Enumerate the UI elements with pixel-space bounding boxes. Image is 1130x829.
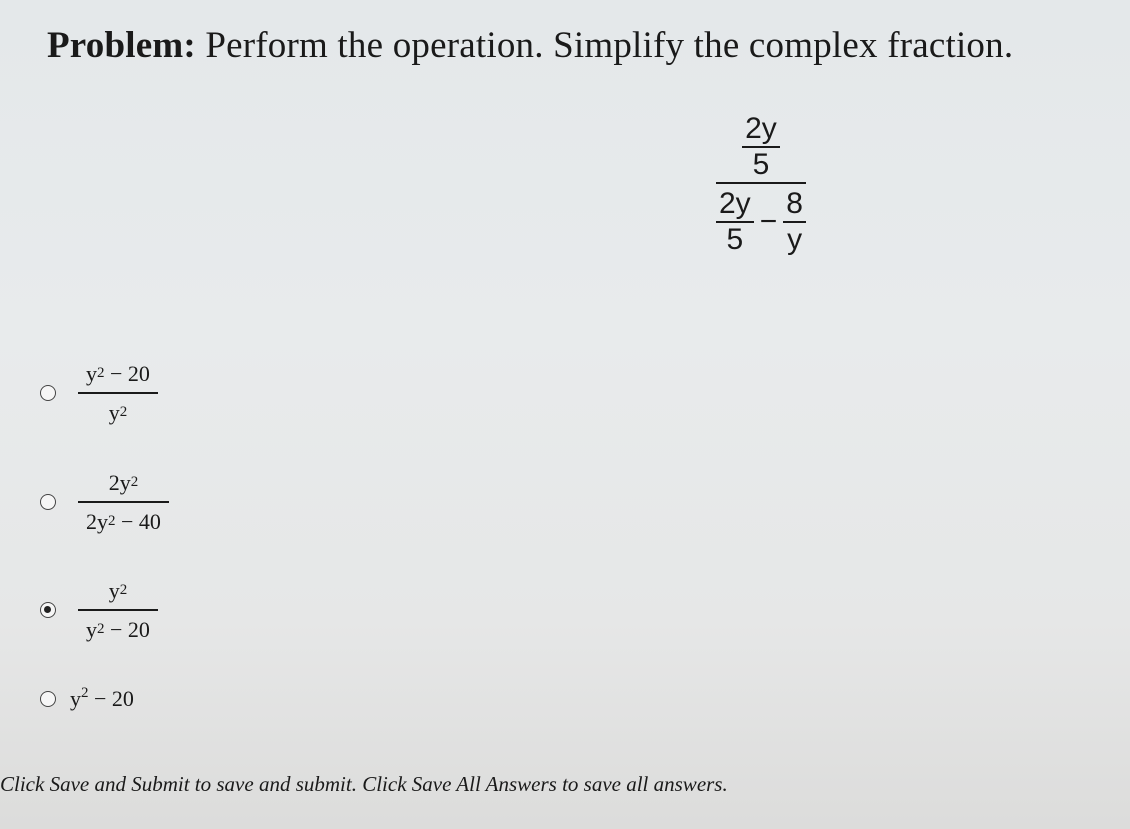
left-term-bottom: 5 bbox=[726, 222, 744, 256]
option-a-fraction bbox=[78, 361, 158, 425]
answer-option-b[interactable] bbox=[40, 470, 169, 534]
right-term-top: 8 bbox=[786, 187, 803, 220]
option-c-den-exponent: 2 bbox=[97, 620, 105, 637]
option-a-denominator bbox=[101, 400, 136, 425]
right-term-fraction bbox=[783, 188, 806, 255]
option-a-den-exponent: 2 bbox=[119, 403, 128, 420]
radio-button-c[interactable] bbox=[40, 602, 56, 618]
option-b-num-exponent: 2 bbox=[130, 474, 139, 491]
option-b-den-base: 2y bbox=[86, 508, 108, 534]
fraction-bar bbox=[78, 501, 169, 503]
radio-button-b[interactable] bbox=[40, 494, 56, 510]
option-c-den-rest: − 20 bbox=[104, 616, 150, 642]
left-term-fraction bbox=[716, 188, 754, 255]
option-a-num-rest: − 20 bbox=[104, 361, 150, 386]
fraction-bar bbox=[78, 392, 158, 394]
problem-text: Perform the operation. Simplify the complex fraction. bbox=[205, 25, 1014, 66]
left-term-top: 2y bbox=[719, 187, 751, 220]
answer-option-d[interactable] bbox=[40, 685, 134, 712]
right-term-bottom: y bbox=[787, 222, 803, 256]
numerator-bottom: 5 bbox=[752, 147, 770, 181]
option-c-denominator bbox=[78, 617, 158, 642]
problem-statement bbox=[47, 24, 1013, 67]
option-a-num-base: y bbox=[86, 361, 97, 386]
option-d-expression bbox=[70, 685, 134, 712]
option-a-den-base: y bbox=[108, 399, 120, 425]
instructions-footer: Click Save and Submit to save and submit. Click Save All Answers to save all answers. bbox=[0, 772, 728, 796]
option-c-num-base: y bbox=[108, 578, 120, 603]
option-b-fraction bbox=[78, 470, 169, 534]
option-b-numerator bbox=[101, 470, 147, 495]
option-b-num-base: 2y bbox=[108, 470, 131, 495]
option-b-den-exponent: 2 bbox=[108, 512, 116, 529]
outer-denominator bbox=[716, 184, 806, 255]
option-c-num-exponent: 2 bbox=[119, 582, 128, 599]
option-c-den-base: y bbox=[86, 616, 97, 642]
option-b-den-rest: − 40 bbox=[115, 508, 161, 534]
option-a-num-exponent: 2 bbox=[97, 365, 105, 382]
option-d-rest: − 20 bbox=[88, 686, 134, 711]
option-d-exponent: 2 bbox=[81, 685, 89, 701]
option-a-numerator bbox=[78, 361, 158, 386]
option-b-denominator bbox=[78, 509, 169, 534]
answer-option-c[interactable] bbox=[40, 578, 158, 642]
answer-option-a[interactable] bbox=[40, 361, 158, 425]
radio-button-d[interactable] bbox=[40, 691, 56, 707]
outer-numerator bbox=[742, 113, 780, 182]
numerator-top: 2y bbox=[745, 112, 777, 145]
numerator-fraction bbox=[742, 113, 780, 180]
option-c-fraction bbox=[78, 578, 158, 642]
problem-label: Problem: bbox=[47, 25, 196, 66]
minus-operator: − bbox=[759, 204, 778, 238]
fraction-bar bbox=[78, 609, 158, 611]
option-d-base: y bbox=[70, 686, 81, 711]
outer-fraction bbox=[716, 113, 806, 255]
option-c-numerator bbox=[101, 578, 136, 603]
radio-button-a[interactable] bbox=[40, 385, 56, 401]
complex-fraction bbox=[716, 113, 806, 255]
